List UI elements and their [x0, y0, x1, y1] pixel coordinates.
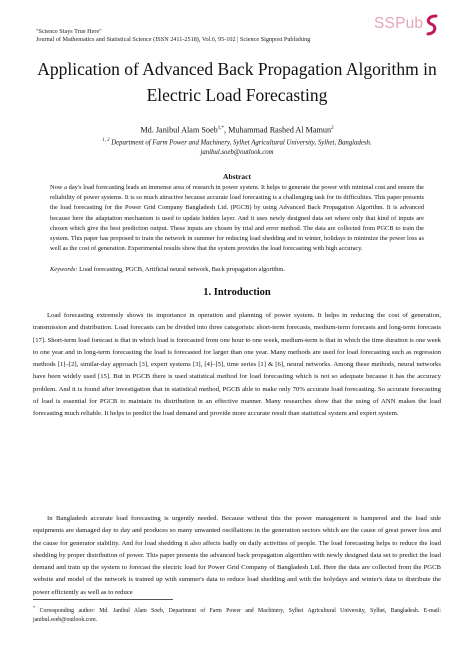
keywords-label: Keywords:	[50, 266, 78, 273]
publisher-logo-text: SSPub	[374, 15, 424, 32]
author-name: Muhammad Rashed Al Mamun	[228, 125, 332, 135]
author-email: janibul.soeb@outlook.com	[200, 149, 274, 157]
keywords-text: Load forecasting, PGCB, Artificial neural network, Back propagation algorithm.	[77, 266, 285, 273]
keywords	[50, 265, 424, 275]
journal-header	[36, 28, 310, 44]
author-superscript: 1,*	[217, 126, 224, 131]
footnote-divider	[33, 599, 173, 600]
publisher-logo	[374, 14, 440, 36]
journal-motto: "Science Stays True Here"	[36, 28, 102, 35]
author-separator: ,	[223, 125, 229, 135]
abstract-heading: Abstract	[223, 172, 251, 181]
body-paragraph: Load forecasting extremely shows its importance in operation and planning of power system. It helps in reducing the cost of generation, transmission and distribution. Load forecasts can be divided into three categorists: short-term forecasts, medium-term forecasts and long-term forecasts [17]. Short-term load forecast is that in which load is forecasted from one hour to one week, medium-term is that in which the time duration is one week to one year and in long-term forecasting the load is forecasted for larger than one year. Many methods are used for load forecasting such as regression methods [1]–[2], similar-day approach [3], expert systems [3], [4]–[5], time series [1] & [6], neural networks. Among these methods, neural networks have been widely used [15]. But in PGCB there is used statistical method for load forecasting which is not so adequate because it has the accuracy problem. And it is found after investigation that in statistical method, PGCB able to make only 70% accurate load forecasting. So accurate forecasting of load is essential for PGCB to maintain its distribution in an effective manner. Many researches show that the using of ANN makes the load forecasting much reliable. It helps to predict the load demand and provide more accurate result than statistical system and expert system.	[33, 312, 441, 418]
affiliation-superscript: 1, 2	[102, 138, 110, 143]
body-paragraph: In Bangladesh accurate load forecasting is urgently needed. Because without this the power management is hampered and the load side equipments are damaged day to day and produces so many unwanted oscillations in the generation sectors which are the cause of great power loss and the cause for generator stability. And for load shedding it also affects badly on daily activities of people. The load forecasting helps to reduce the load shedding by proper distribution of power. This paper presents the advanced back propagation algorithm with newly designed data set to predict the load demand and train up the system to forecast the electric load for Power Grid Company of Bangladesh Ltd. Here the data are collected from the PGCB website and model of the network is trained up with summer's data to reduce load shedding and with the holydays and winter's data to distribute the power efficiently as well as to reduce	[33, 515, 441, 596]
affiliation	[20, 136, 454, 158]
footnote-superscript: *	[33, 605, 36, 610]
footnote	[33, 603, 441, 625]
section-heading: 1. Introduction	[203, 287, 271, 298]
paper-title-line1: Application of Advanced Back Propagation Algorithm in	[37, 59, 437, 79]
footnote-text: Corresponding author: Md. Janibul Alam Soeb, Department of Farm Power and Machinery, Sylhet Agricultural University, Sylhet, Bangladesh. E-mail: janibul.soeb@outlook.com.	[33, 607, 441, 623]
paper-title	[20, 56, 454, 108]
author-name: Md. Janibul Alam Soeb	[140, 125, 218, 135]
author-list	[20, 123, 454, 136]
author-superscript: 2	[331, 126, 334, 131]
affiliation-text: Department of Farm Power and Machinery, Sylhet Agricultural University, Sylhet, Bangladesh.	[109, 139, 372, 147]
journal-citation: Journal of Mathematics and Statistical Science (ISSN 2411-2518), Vol.6, 95-102 | Science Signpost Publishing	[36, 36, 311, 43]
abstract-body: Now a day's load forecasting leads an immense area of research in power system. It helps to generate the power with minimal cost and ensure the reliability of power systems. It is so much attractive because accurate load forecasting is a challenging task for its difficulties. This paper presents the load forecasting for the Power Grid Company Bangladesh Ltd. (PGCB) by using Advanced Back Propagation Algorithm. It is advanced because here the adaptation mechanism is used to update hidden layer. And it uses newly designed data set where only that kind of inputs are chosen which give the best prediction output. These inputs are chosen by trial and error method. The data are collected from PGCB to train the system. This paper has proposed to train the network in summer for reducing load shedding and in winter, holidays to minimize the power loss as well as the cost of generation. Experimental results show that the system provides the load forecasting with high accuracy.	[50, 184, 424, 253]
paper-title-line2: Electric Load Forecasting	[146, 85, 328, 105]
publisher-logo-swirl-icon	[424, 14, 440, 36]
